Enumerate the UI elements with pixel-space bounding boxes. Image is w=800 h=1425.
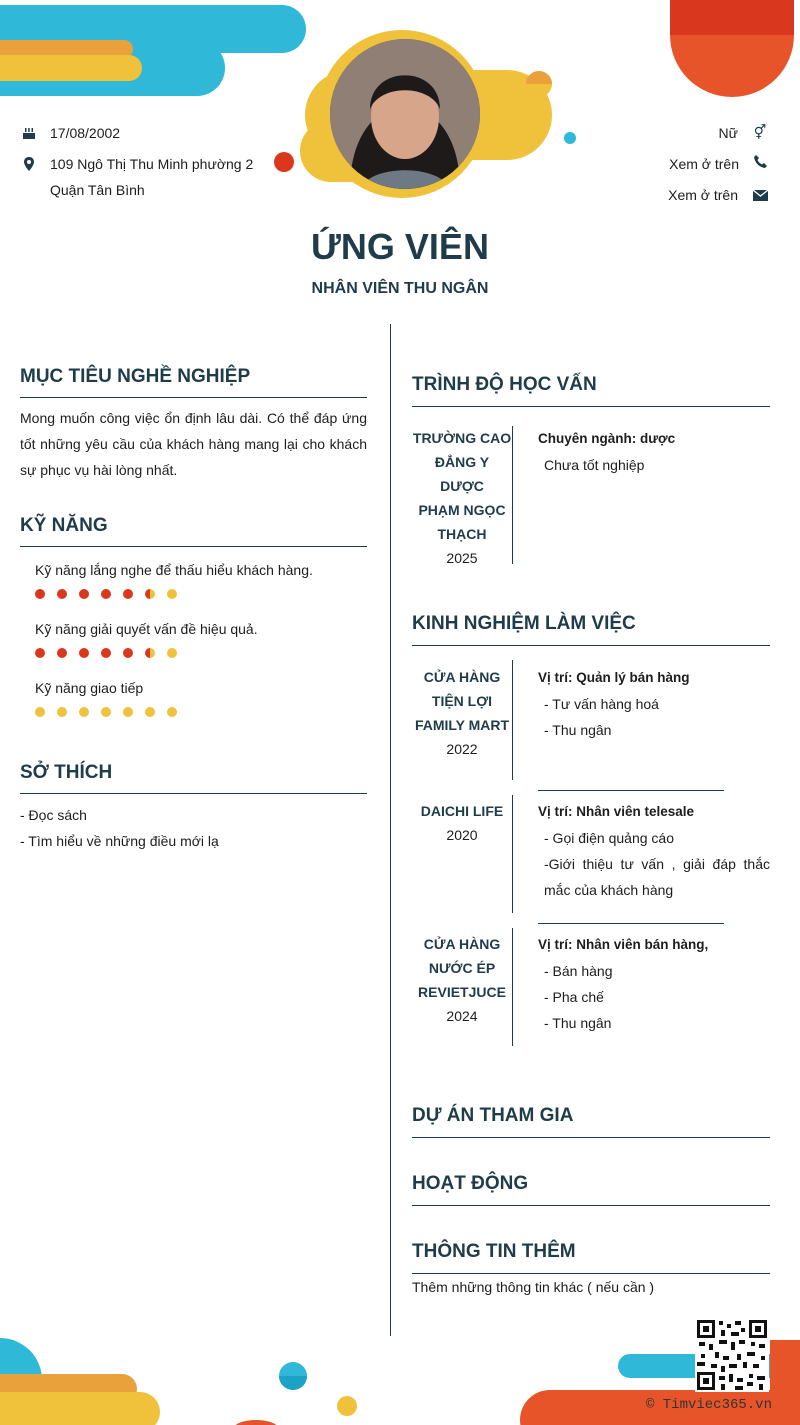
phone-text[interactable]: Xem ở trên [669,156,739,172]
email-icon [751,186,769,204]
skill-dot [35,589,45,599]
education-divider [512,426,513,564]
email-text[interactable]: Xem ở trên [668,187,738,203]
skill-rating [35,648,177,658]
company-name: CỬA HÀNG TIỆN LỢI FAMILY MART 2022 [412,665,512,761]
skill-dot [101,589,111,599]
skill-dot [123,707,133,717]
qr-code [695,1318,769,1392]
job-role: Vị trí: Nhân viên telesale [538,804,695,819]
skill-dot [123,648,133,658]
education-rule [412,406,770,407]
job-detail: - Tư vấn hàng hoá [544,696,659,712]
hobbies-title: SỞ THÍCH [20,762,113,783]
watermark: © Timviec365.vn [645,1397,772,1413]
education-title: TRÌNH ĐỘ HỌC VẤN [412,374,597,395]
skill-name: Kỹ năng giải quyết vấn đề hiệu quả. [35,621,258,637]
education-status: Chưa tốt nghiệp [544,457,645,473]
gender-text: Nữ [718,125,738,141]
address-line2: Quận Tân Bình [50,182,145,198]
objective-text: Mong muốn công việc ổn định lâu dài. Có thể đáp ứng tốt những yêu cầu của khách hàng mang lại cho khách sự phục vụ hài lòng nhất. [20,410,367,478]
skill-dot [35,707,45,717]
job-year: 2022 [446,741,478,757]
job-detail: - Thu ngân [544,722,612,738]
objective-rule [20,397,367,398]
company-name: DAICHI LIFE 2020 [412,799,512,847]
birthday-cake-icon [20,124,38,142]
hobby-item: - Đọc sách [20,807,87,823]
job-position: NHÂN VIÊN THU NGÂN [311,280,489,297]
skill-dot [145,589,155,599]
job-divider [512,660,513,780]
job-detail: -Giới thiệu tư vấn , giải đáp thắc [544,856,770,872]
objective-title: MỤC TIÊU NGHỀ NGHIỆP [20,366,251,387]
gender-icon: ⚥ [753,123,767,140]
projects-title: DỰ ÁN THAM GIA [412,1105,574,1126]
column-divider [390,324,391,1336]
school-name: TRƯỜNG CAO ĐẲNG Y DƯỢC PHẠM NGỌC THẠCH 2025 [412,426,512,570]
phone-icon [751,152,769,170]
education-year: 2025 [446,550,478,566]
additional-text: Thêm những thông tin khác ( nếu cần ) [412,1279,655,1295]
skill-dot [167,648,177,658]
location-pin-icon [20,155,38,173]
skill-name: Kỹ năng giao tiếp [35,680,144,696]
skill-dot [101,648,111,658]
hobby-item: - Tìm hiểu về những điều mới lạ [20,833,219,849]
avatar [330,39,480,189]
skill-dot [101,707,111,717]
job-separator [538,790,724,791]
skill-dot [79,589,89,599]
birthday-text: 17/08/2002 [50,125,121,141]
skills-rule [20,546,367,547]
skill-dot [167,707,177,717]
job-detail: - Gọi điện quảng cáo [544,830,674,846]
skill-dot [123,589,133,599]
address-line1: 109 Ngô Thị Thu Minh phường 2 [50,156,254,172]
job-role: Vị trí: Nhân viên bán hàng, [538,937,709,952]
job-detail: - Bán hàng [544,963,613,979]
job-detail: - Thu ngân [544,1015,612,1031]
skill-name: Kỹ năng lắng nghe để thấu hiểu khách hàng. [35,562,313,578]
job-year: 2020 [446,827,478,843]
skill-dot [167,589,177,599]
skill-dot [79,648,89,658]
activities-rule [412,1205,770,1206]
job-role: Vị trí: Quản lý bán hàng [538,670,690,685]
projects-rule [412,1137,770,1138]
skill-dot [35,648,45,658]
hobbies-rule [20,793,367,794]
skill-dot [145,648,155,658]
skill-dot [79,707,89,717]
skill-dot [57,648,67,658]
job-detail: mắc của khách hàng [544,882,674,898]
job-year: 2024 [446,1008,478,1024]
activities-title: HOẠT ĐỘNG [412,1173,529,1194]
skill-dot [145,707,155,717]
avatar-placeholder-icon [330,39,480,189]
additional-title: THÔNG TIN THÊM [412,1241,576,1262]
experience-title: KINH NGHIỆM LÀM VIỆC [412,613,636,634]
skill-rating [35,707,177,717]
skills-title: KỸ NĂNG [20,515,108,536]
skill-dot [57,589,67,599]
skill-rating [35,589,177,599]
candidate-name: ỨNG VIÊN [311,226,489,267]
job-divider [512,795,513,913]
experience-rule [412,645,770,646]
education-major: Chuyên ngành: dược [538,431,676,446]
qr-code-icon [695,1318,769,1392]
job-detail: - Pha chế [544,989,604,1005]
job-separator [538,923,724,924]
job-divider [512,928,513,1046]
skill-dot [57,707,67,717]
company-name: CỬA HÀNG NƯỚC ÉP REVIETJUCE 2024 [412,932,512,1028]
